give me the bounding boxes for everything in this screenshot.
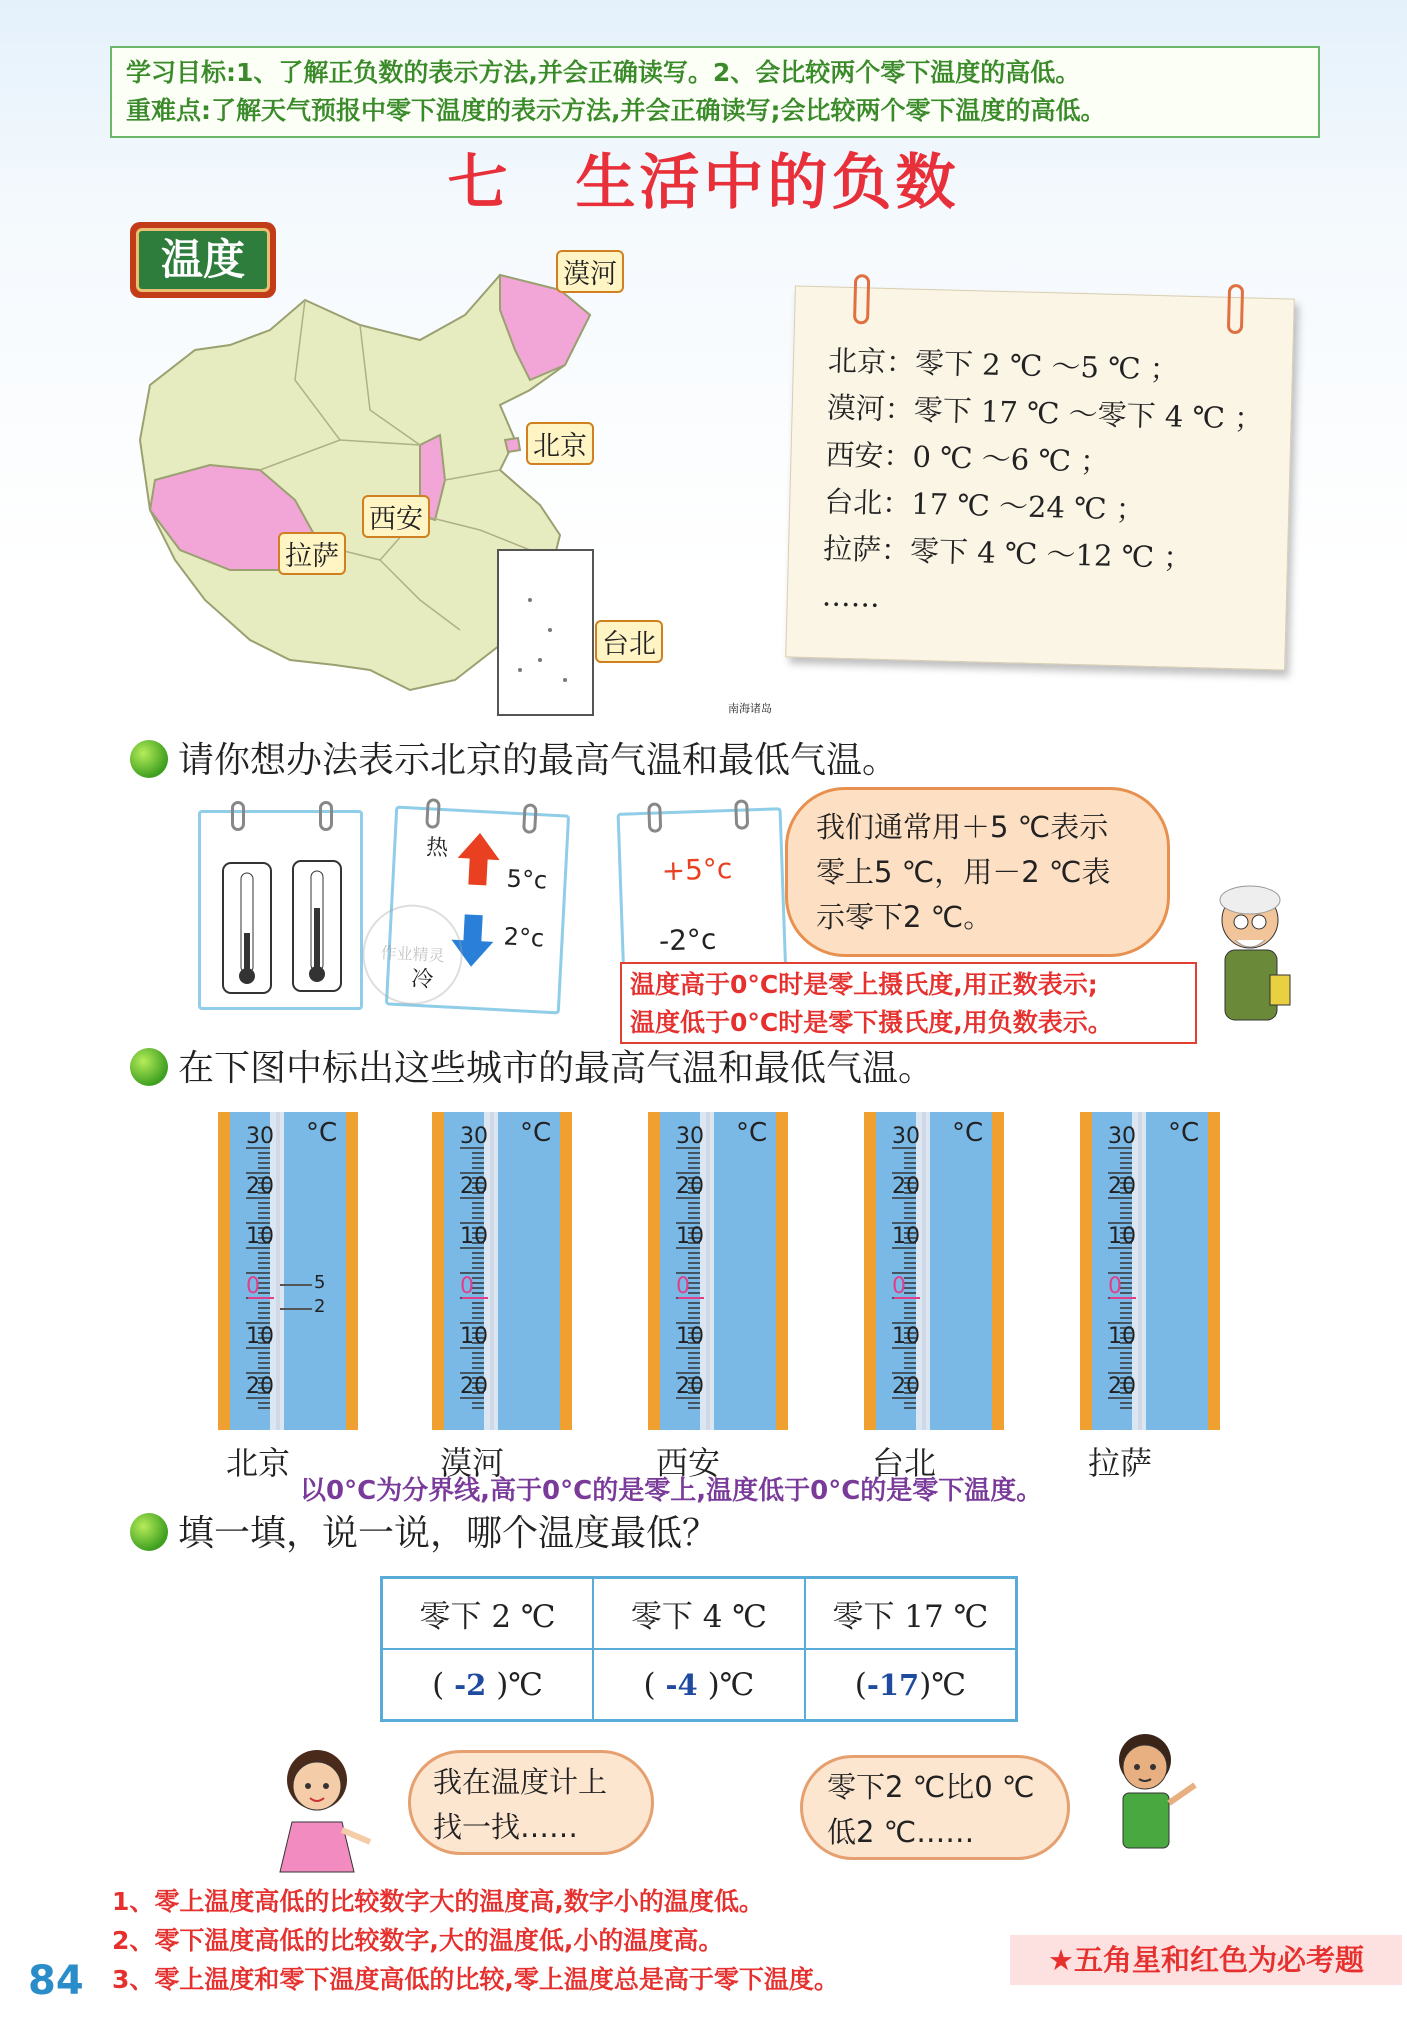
bubble-line: 我在温度计上 [433,1765,608,1799]
key-rule-box [620,962,1197,1044]
learning-goal-line: 学习目标:1、了解正负数的表示方法,并会正确读写。2、会比较两个零下温度的高低。 [126,58,1081,87]
table-header-cell: 零下 2 ℃ [382,1578,594,1650]
pin-icon [319,801,333,831]
tick-label: 30 [460,1124,488,1149]
bottom-temp-label: 2°c [502,922,545,953]
answer-cell: ( -2 )℃ [382,1649,594,1721]
table-header-cell: 零下 17 ℃ [805,1578,1017,1650]
thermometer[interactable] [432,1112,572,1430]
section-heading-text: 填一填，说一说，哪个温度最低？ [178,1513,719,1554]
rule-line: 温度高于0°C时是零上摄氏度,用正数表示; [630,970,1098,999]
teacher-avatar [1205,880,1300,1030]
bubble-line: 我们通常用＋5 ℃表示 [816,810,1109,844]
bubble-line: 低2 ℃…… [827,1815,975,1849]
tick-label: 10 [892,1224,920,1249]
learning-goals-box [110,46,1320,138]
plus-five-label: +5°c [661,851,733,888]
tick-label: 30 [1108,1124,1136,1149]
table-header-cell: 零下 4 ℃ [593,1578,805,1650]
up-arrow-icon [454,830,503,888]
temperature-note [785,286,1295,671]
card-thermometers [198,810,363,1010]
tick-label: 30 [676,1124,704,1149]
minus-two-label: -2°c [658,922,717,958]
unit-label: °C [736,1118,768,1148]
thermometer-city-label: 北京 [225,1444,290,1482]
rule-line: 温度低于0°C时是零下摄氏度,用负数表示。 [630,1008,1113,1037]
pin-icon [734,799,749,829]
section-heading-text: 请你想办法表示北京的最高气温和最低气温。 [178,740,899,781]
summary-rules [112,1882,839,1999]
tick-label: 20 [246,1174,274,1199]
city-tag-lasa: 拉萨 [278,532,346,575]
key-point-line: 重难点:了解天气预报中零下温度的表示方法,并会正确读写;会比较两个零下温度的高低。 [126,96,1106,125]
note-line: 漠河：零下 17 ℃ ～零下 4 ℃ ； [826,390,1264,436]
note-line: …… [821,578,881,614]
answer-value[interactable]: -2 [454,1667,487,1702]
watermark-stamp: 作业精灵 [360,902,465,1007]
thermometer-city-label: 西安 [655,1444,720,1482]
must-test-note: ★五角星和红色为必考题 [1010,1935,1402,1985]
teacher-speech-bubble [785,787,1170,957]
china-map [120,270,760,720]
thermometer-city-label: 台北 [871,1444,936,1482]
tick-label: 30 [892,1124,920,1149]
table-row [382,1649,1017,1721]
thermometer[interactable] [864,1112,1004,1430]
page-number: 84 [28,1958,84,2004]
tick-label: 20 [460,1374,488,1399]
inset-label: 南海诸岛 [728,702,772,715]
beijing-low-line [280,1308,312,1310]
bubble-line: 零上5 ℃，用－2 ℃表 [816,855,1111,889]
tick-label: 10 [246,1324,274,1349]
paper-clip-left [853,274,870,324]
thermometer[interactable] [648,1112,788,1430]
rule-item: 1、零上温度高低的比较数字大的温度高,数字小的温度低。 [112,1887,764,1916]
card-arrows [380,806,570,1015]
beijing-high-line [280,1284,312,1286]
tick-label: 20 [892,1174,920,1199]
tick-label: 10 [246,1224,274,1249]
tick-label: 10 [1108,1224,1136,1249]
thermometer-city-label: 漠河 [439,1444,504,1482]
bubble-line: 零下2 ℃比0 ℃ [827,1770,1035,1804]
tick-label: 20 [676,1174,704,1199]
pin-icon [522,803,538,834]
tick-label: 0 [892,1274,906,1299]
note-line: 北京：零下 2 ℃ ～5 ℃ ； [827,343,1180,387]
note-line: 西安：0 ℃ ～6 ℃ ； [825,437,1110,479]
city-tag-taipei: 台北 [595,620,663,663]
section-heading-1 [130,732,898,783]
paper-clip-right [1227,284,1244,334]
table-row [382,1578,1017,1650]
tick-label: 0 [1108,1274,1122,1299]
answer-value[interactable]: -4 [665,1667,698,1702]
tick-label: 30 [246,1124,274,1149]
tick-label: 0 [676,1274,690,1299]
girl-avatar [262,1742,382,1882]
bubble-line: 示零下2 ℃。 [816,900,993,934]
unit-label: °C [1168,1118,1200,1148]
cold-label: 冷 [410,966,434,993]
hot-label: 热 [425,835,449,862]
boy-speech-bubble [800,1755,1070,1860]
girl-speech-bubble [408,1750,654,1855]
unit-label: °C [952,1118,984,1148]
beijing-low-mark: 2 [314,1296,326,1317]
tick-label: 20 [1108,1174,1136,1199]
pin-icon [231,801,245,831]
beijing-region [505,438,520,452]
thermometer-drawing [201,813,366,1013]
answer-value[interactable]: -17 [866,1667,920,1702]
south-china-sea-inset [498,550,593,715]
note-line: 拉萨：零下 4 ℃ ～12 ℃ ； [822,531,1193,576]
thermometer-city-label: 拉萨 [1087,1444,1152,1482]
zero-boundary-note: 以0°C为分界线,高于0°C的是零上,温度低于0°C的是零下温度。 [300,1476,1043,1506]
tick-label: 0 [460,1274,474,1299]
temperature-table [380,1576,1018,1722]
tick-label: 20 [246,1374,274,1399]
green-bullet-icon [130,1048,168,1086]
unit-label: °C [306,1118,338,1148]
tick-label: 10 [1108,1324,1136,1349]
answer-cell: ( -4 )℃ [593,1649,805,1721]
tick-label: 20 [892,1374,920,1399]
top-temp-label: 5°c [505,864,548,895]
beijing-high-mark: 5 [314,1272,326,1293]
badge-label: 温度 [136,228,270,292]
pin-icon [647,802,662,832]
section-heading-3 [130,1505,718,1556]
green-bullet-icon [130,1513,168,1551]
bubble-line: 找一找…… [433,1810,579,1844]
city-tag-mohe: 漠河 [556,250,624,293]
thermometer[interactable] [218,1112,358,1430]
tick-label: 10 [676,1324,704,1349]
unit-label: °C [520,1118,552,1148]
city-tag-xian: 西安 [362,495,430,538]
note-line: 台北：17 ℃ ～24 ℃ ； [823,484,1146,527]
section-heading-2 [130,1040,934,1091]
tick-label: 20 [1108,1374,1136,1399]
pin-icon [425,798,441,829]
page-title: 七 生活中的负数 [447,148,960,218]
city-tag-beijing: 北京 [526,422,594,465]
tick-label: 20 [460,1174,488,1199]
tick-label: 10 [676,1224,704,1249]
tick-label: 0 [246,1274,260,1299]
rule-item: 3、零上温度和零下温度高低的比较,零上温度总是高于零下温度。 [112,1965,839,1994]
tick-label: 10 [892,1324,920,1349]
answer-cell: (-17)℃ [805,1649,1017,1721]
boy-avatar [1095,1725,1205,1865]
green-bullet-icon [130,740,168,778]
tick-label: 10 [460,1324,488,1349]
section-heading-text: 在下图中标出这些城市的最高气温和最低气温。 [178,1048,935,1089]
rule-item: 2、零下温度高低的比较数字,大的温度低,小的温度高。 [112,1926,724,1955]
tick-label: 20 [676,1374,704,1399]
tick-label: 10 [460,1224,488,1249]
thermometer[interactable] [1080,1112,1220,1430]
